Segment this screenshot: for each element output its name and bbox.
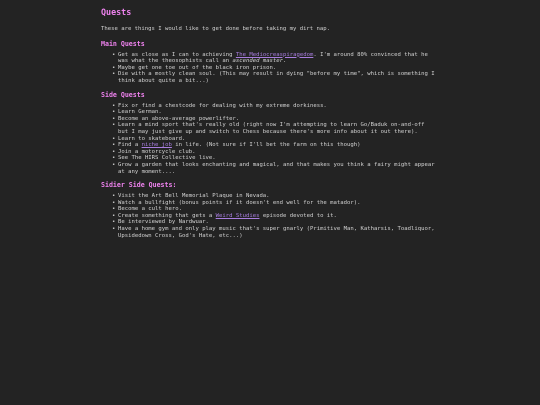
niche-job-link[interactable]: niche job <box>141 142 172 149</box>
mediocreaspiragedom-link[interactable]: The Mediocreaspiragedom <box>235 51 314 58</box>
bullet-icon: • <box>112 193 116 200</box>
list-item: • Learn to skateboard. <box>112 135 186 142</box>
bullet-icon: • <box>112 71 116 78</box>
bullet-icon: • <box>112 219 116 226</box>
list-item: • Join a motorcycle club. <box>112 148 196 155</box>
weird-studies-link[interactable]: Weird Studies <box>215 212 260 219</box>
list-item: • Fix or find a chestcode for dealing with my extreme dorkiness. <box>112 102 327 109</box>
bullet-icon: • <box>112 212 116 219</box>
list-item: • Become an above-average powerlifter. <box>112 115 240 122</box>
bullet-icon: • <box>112 64 116 71</box>
list-item: • Create something that gets a Weird Studies episode devoted to it. <box>112 212 337 219</box>
bullet-icon: • <box>112 122 116 129</box>
bullet-icon: • <box>112 199 116 206</box>
list-item: • Become a cult hero. <box>112 206 182 213</box>
bullet-icon: • <box>112 148 116 155</box>
list-item: • Learn a mind sport that's really old (right now I'm attempting to learn Go/Baduk on-and-off but I may just give up and switch to Chess because there's more info about it out there). <box>112 122 425 135</box>
bullet-icon: • <box>112 161 116 168</box>
bullet-icon: • <box>112 102 116 109</box>
side-quests-heading: Side Quests <box>101 90 145 99</box>
list-item: • Watch a bullfight (bonus points if it doesn't end well for the matador). <box>112 199 361 206</box>
list-item: • Maybe get one toe out of the black iron prison. <box>112 64 277 71</box>
list-item: • See The HIRS Collective live. <box>112 155 216 162</box>
list-item: • Die with a mostly clean soul. (This may result in dying "before my time", which is something I think about quite a bit...) <box>112 71 435 84</box>
bullet-icon: • <box>112 51 116 58</box>
side-quests-list <box>101 103 437 176</box>
bullet-icon: • <box>112 155 116 162</box>
bullet-icon: • <box>112 226 116 233</box>
bullet-icon: • <box>112 135 116 142</box>
sidier-side-quests-heading: Sidier Side Quests: <box>101 181 177 190</box>
bullet-icon: • <box>112 115 116 122</box>
main-quests-heading: Main Quests <box>101 39 145 48</box>
list-item: • Find a niche job in life. (Not sure if I'll bet the farm on this though) <box>112 142 361 149</box>
sidier-quests-list <box>101 193 437 239</box>
main-quests-list <box>101 52 437 85</box>
list-item: • Visit the Art Bell Memorial Plaque in Nevada. <box>112 193 270 200</box>
intro-text: These are things I would like to get done before taking my dirt nap. <box>101 26 331 32</box>
bullet-icon: • <box>112 109 116 116</box>
page-title: Quests <box>101 7 132 17</box>
list-item: • Have a home gym and only play music that's super gnarly (Primitive Man, Katharsis, Toadliquor, Upsidedown Cross, God's Hate, etc...) <box>112 226 435 239</box>
page-content <box>101 6 437 239</box>
list-item: • Be interviewed by Nardwuar. <box>112 219 209 226</box>
list-item: • Learn German. <box>112 109 162 116</box>
bullet-icon: • <box>112 142 116 149</box>
list-item: • Grow a garden that looks enchanting and magical, and that makes you think a fairy might appear at any moment.... <box>112 161 435 175</box>
bullet-icon: • <box>112 206 116 213</box>
list-item: • Get as close as I can to achieving The Mediocreaspiragedom. I'm around 80% convinced that he was what the theosophists call an ascended master. <box>112 51 428 65</box>
